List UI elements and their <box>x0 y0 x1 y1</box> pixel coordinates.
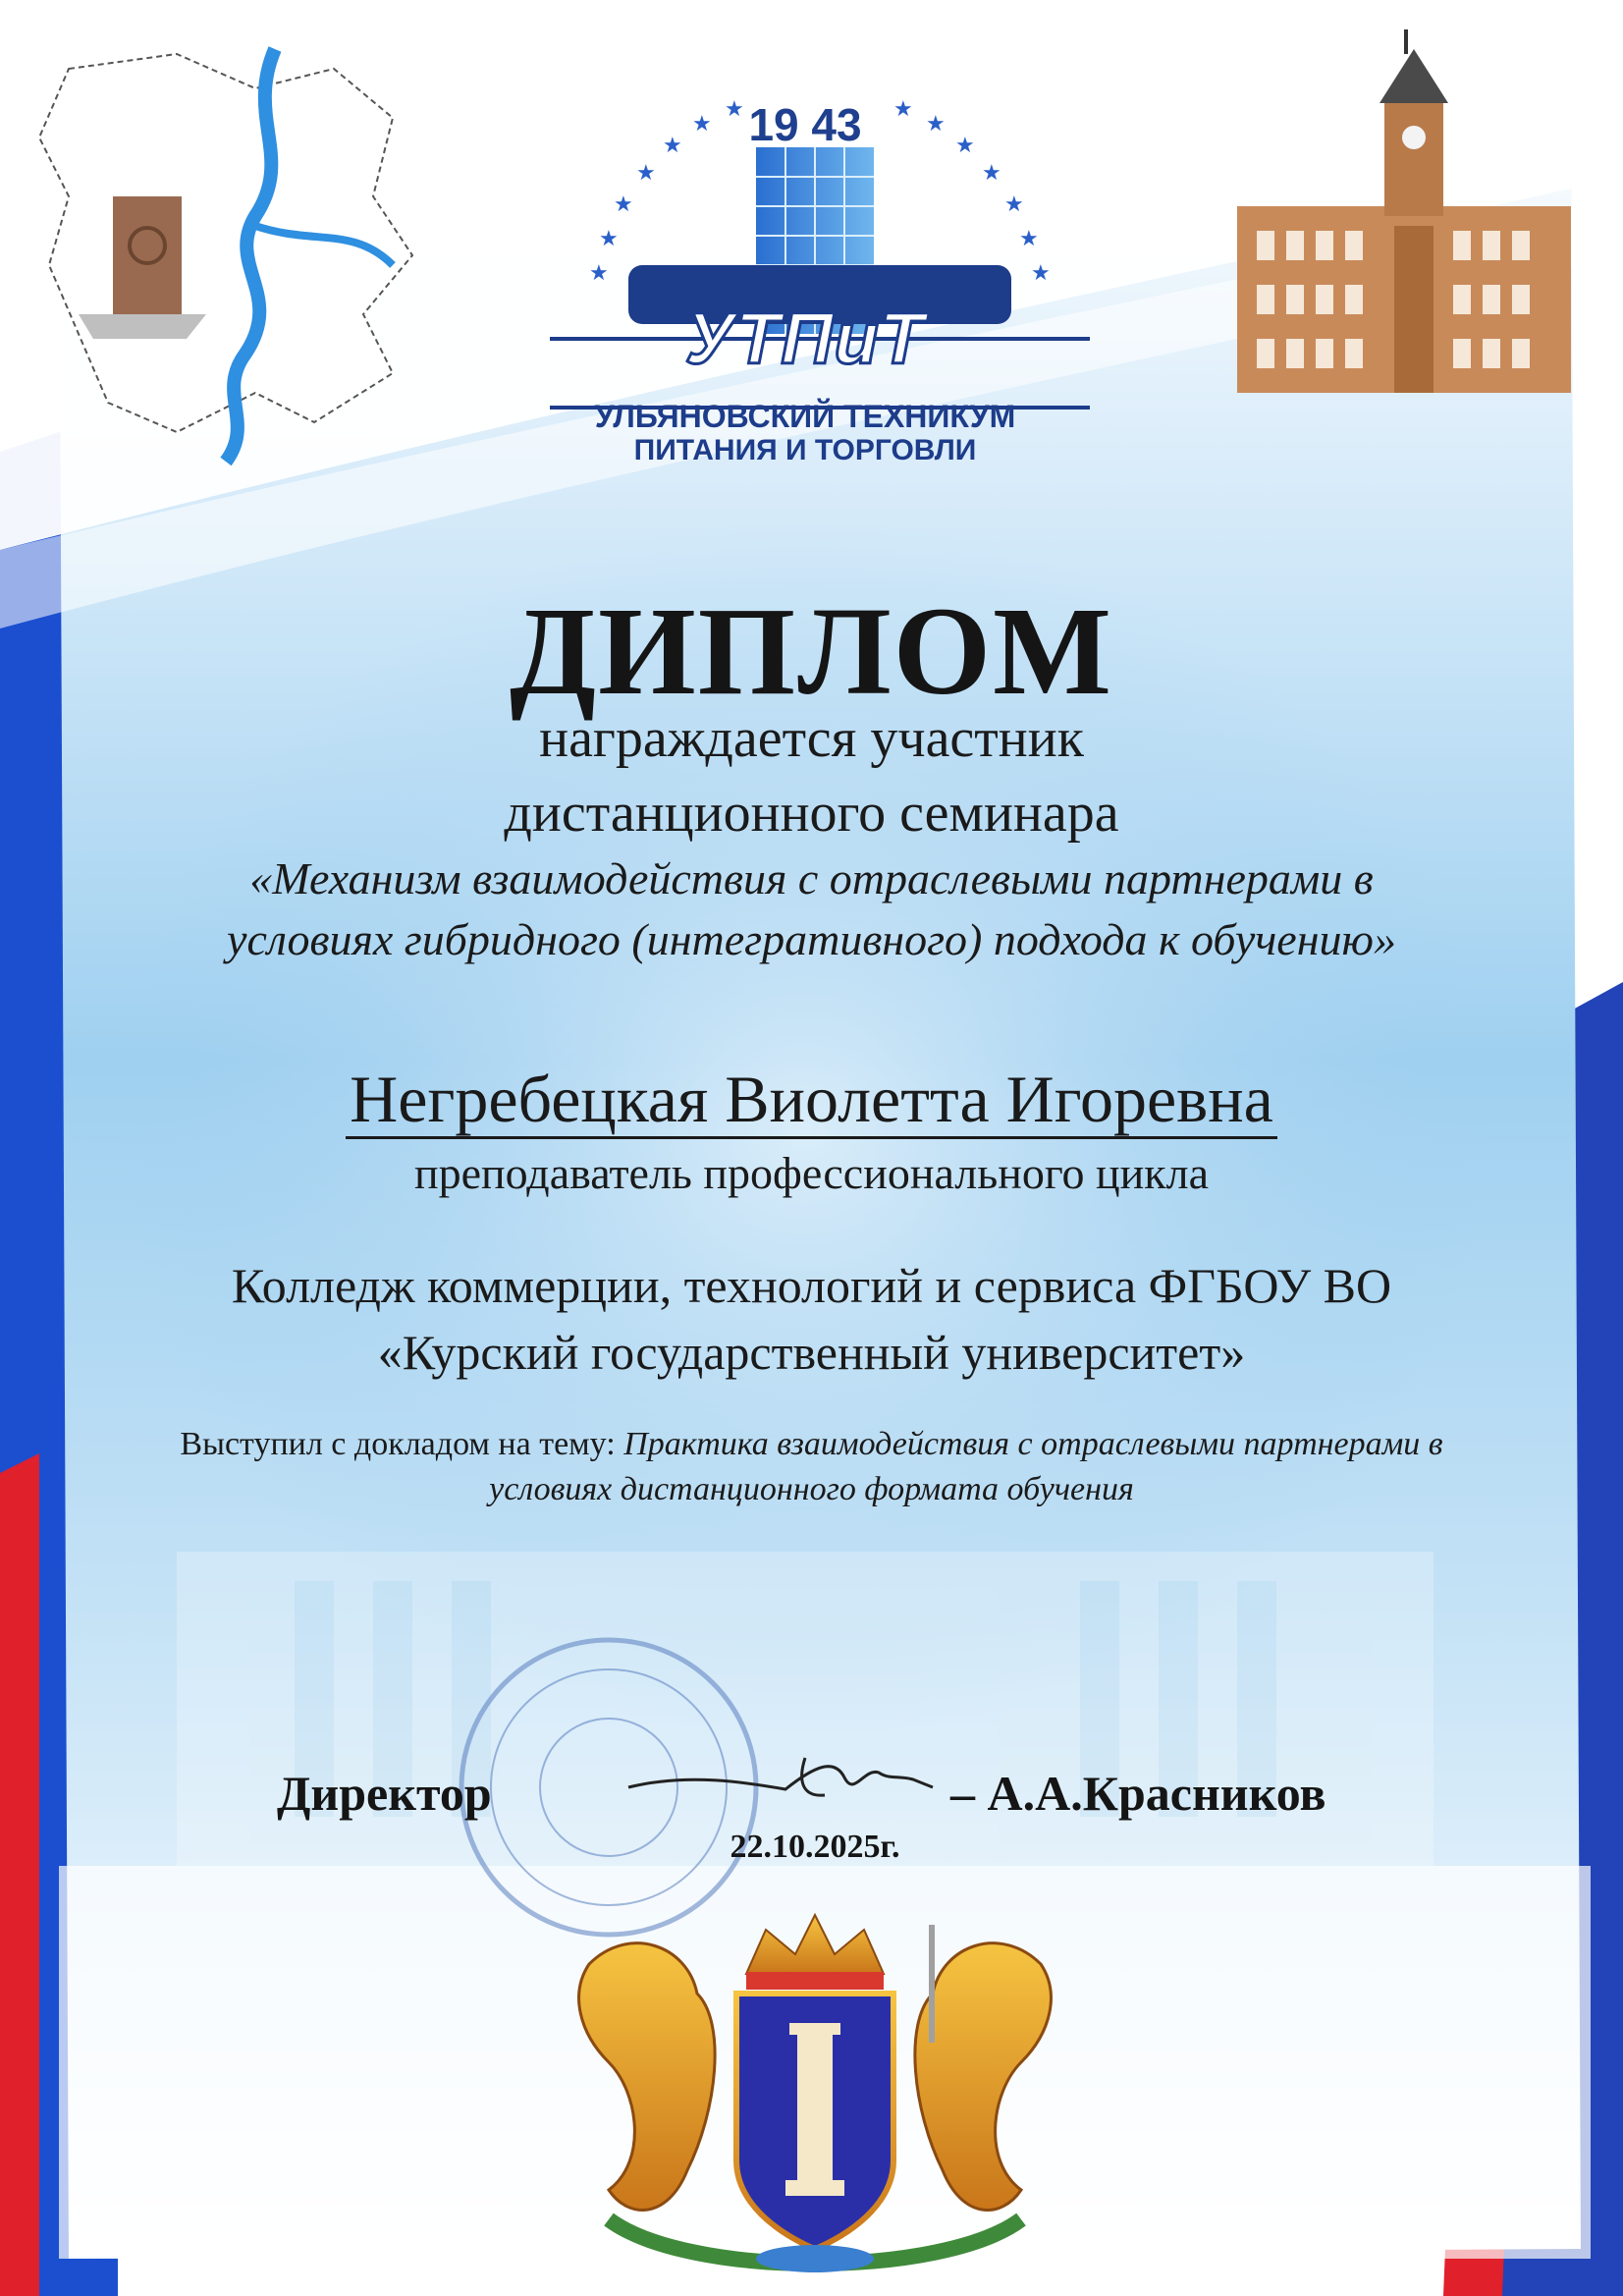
awarded-line2: дистанционного семинара <box>504 783 1119 844</box>
svg-text:★: ★ <box>599 227 619 251</box>
organization-line1: Колледж коммерции, технологий и сервиса ФГБОУ ВО <box>231 1258 1392 1313</box>
svg-text:★: ★ <box>1019 227 1039 251</box>
svg-text:★: ★ <box>663 134 682 158</box>
svg-text:★: ★ <box>692 112 712 137</box>
logo-name-line1: УЛЬЯНОВСКИЙ ТЕХНИКУМ <box>594 399 1016 434</box>
organization-line2: «Курский государственный университет» <box>377 1325 1246 1380</box>
awarded-line1: награждается участник <box>539 708 1084 769</box>
participant-name-text: Негребецкая Виолетта Игоревна <box>346 1062 1277 1139</box>
report-topic-line2: условиях дистанционного формата обучения <box>489 1471 1134 1507</box>
svg-text:★: ★ <box>955 134 975 158</box>
svg-text:★: ★ <box>614 192 633 217</box>
college-logo <box>530 69 1080 466</box>
seminar-title-line2: условиях гибридного (интегративного) подхода к обучению» <box>227 914 1396 964</box>
svg-text:★: ★ <box>893 97 913 122</box>
svg-text:★: ★ <box>589 261 609 286</box>
director-name: – А.А.Красников <box>950 1766 1326 1821</box>
logo-abbr: УТПиТ <box>685 298 925 379</box>
svg-text:★: ★ <box>1004 192 1024 217</box>
diploma-title: ДИПЛОМ <box>510 581 1113 721</box>
seminar-title-line1: «Механизм взаимодействия с отраслевыми партнерами в <box>249 853 1374 903</box>
svg-text:★: ★ <box>982 161 1001 186</box>
svg-text:★: ★ <box>636 161 656 186</box>
report-topic-line1: Практика взаимодействия с отраслевыми партнерами в <box>623 1426 1443 1462</box>
issue-date: 22.10.2025г. <box>730 1829 900 1865</box>
participant-name <box>0 1061 1623 1138</box>
logo-year: 19 43 <box>748 99 862 150</box>
svg-text:★: ★ <box>725 97 744 122</box>
director-label: Директор <box>277 1766 492 1821</box>
svg-text:★: ★ <box>926 112 946 137</box>
logo-name-line2: ПИТАНИЯ И ТОРГОВЛИ <box>633 434 977 466</box>
report-prefix: Выступил с докладом на тему: <box>180 1426 616 1462</box>
participant-position: преподаватель профессионального цикла <box>413 1148 1210 1198</box>
svg-text:★: ★ <box>1031 261 1051 286</box>
report-line1 <box>0 1426 1623 1463</box>
